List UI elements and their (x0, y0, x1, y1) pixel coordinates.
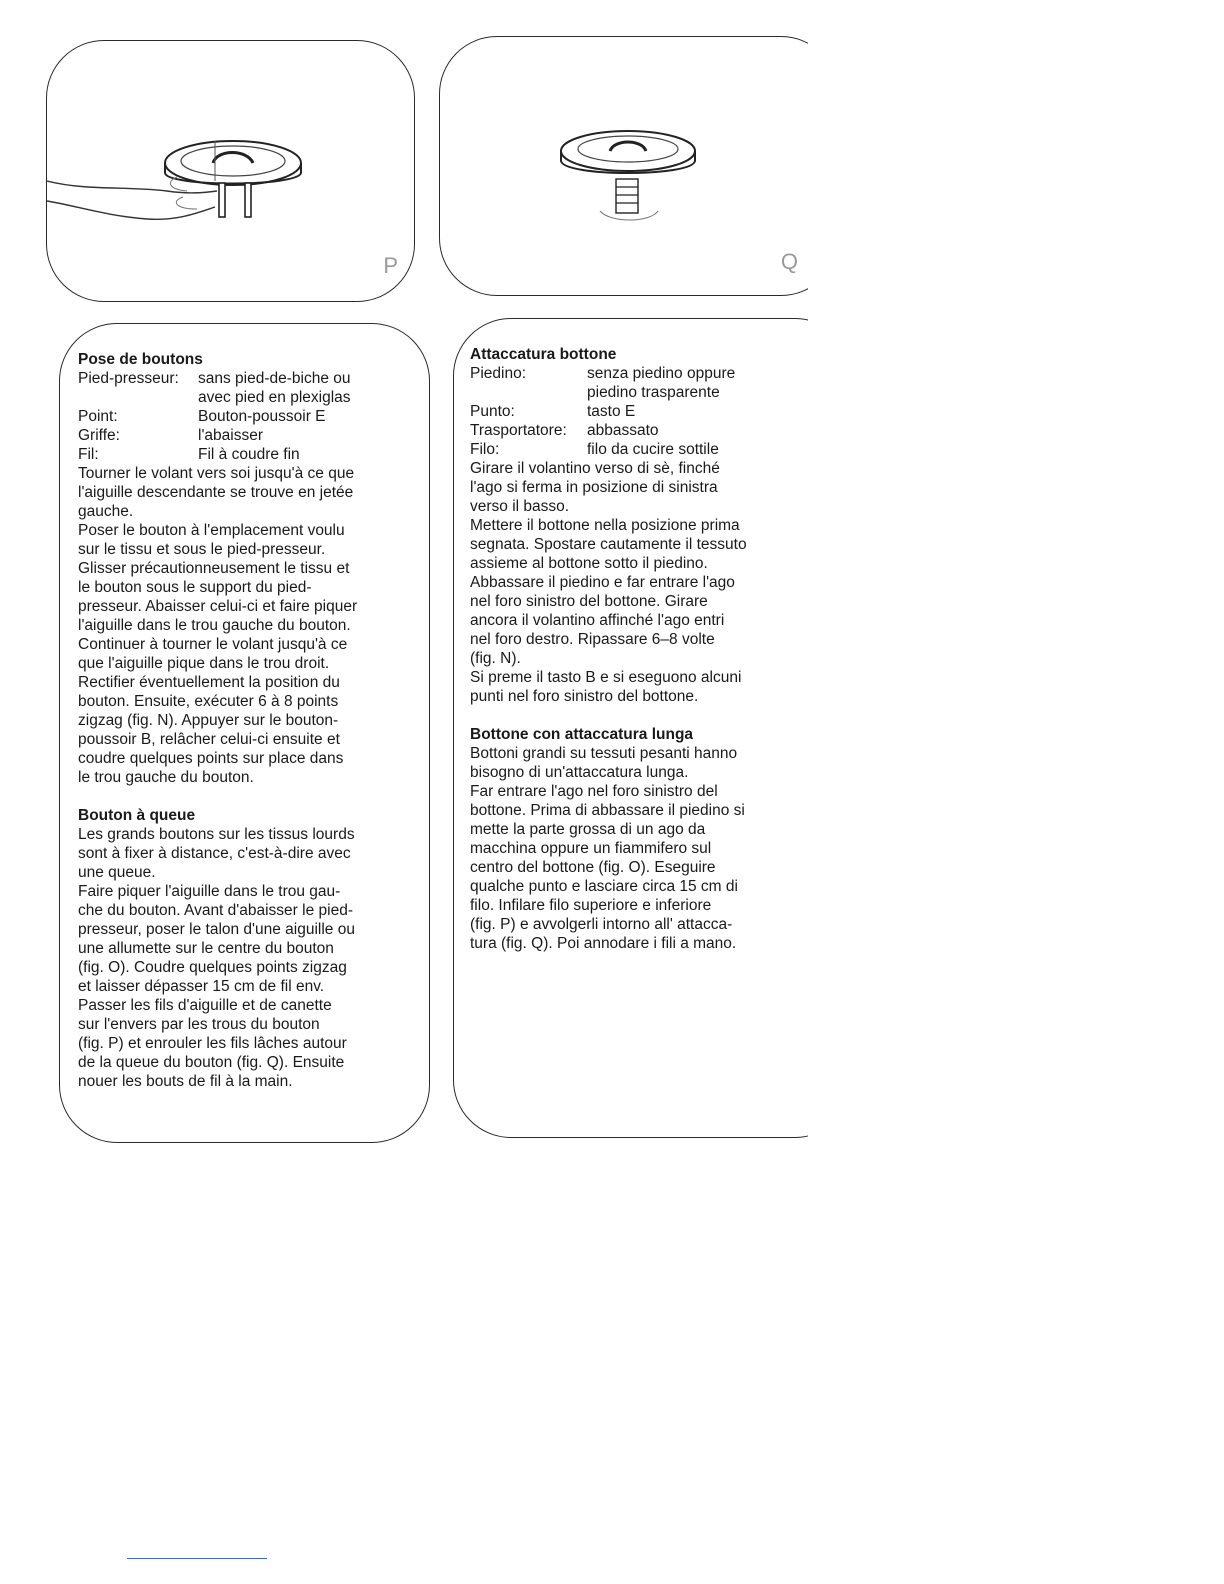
spec-list-fr (78, 369, 418, 464)
spec-value (198, 426, 418, 445)
spec-row (78, 426, 418, 445)
button-sewing-illustration-p (47, 41, 416, 303)
text-line: zigzag (fig. N). Appuyer sur le bouton- (78, 712, 339, 729)
french-instructions (78, 350, 418, 1091)
text-line: che du bouton. Avant d'abaisser le pied- (78, 902, 353, 919)
spec-value (198, 445, 418, 464)
spec-value-line: Bouton-poussoir E (198, 408, 326, 425)
spec-label: Pied-presseur: (78, 370, 179, 387)
text-line: tura (fig. Q). Poi annodare i fili a mano. (470, 935, 737, 952)
spec-value-line: Fil à coudre fin (198, 446, 300, 463)
text-line: Tourner le volant vers soi jusqu'à ce que (78, 465, 355, 482)
italian-instructions (470, 345, 800, 953)
text-line: macchina oppure un fiammifero sul (470, 840, 712, 857)
text-line: Glisser précautionneusement le tissu et (78, 560, 350, 577)
text-line: sur l'envers par les trous du bouton (78, 1016, 320, 1033)
text-line: Far entrare l'ago nel foro sinistro del (470, 783, 718, 800)
spec-value-line: abbassato (587, 422, 659, 439)
page-crop-mask (808, 0, 1224, 1584)
spec-value (587, 364, 800, 402)
spec-label: Filo: (470, 441, 500, 458)
text-line: Les grands boutons sur les tissus lourds (78, 826, 355, 843)
text-line: Mettere il bottone nella posizione prima (470, 517, 740, 534)
text-line: mette la parte grossa di un ago da (470, 821, 706, 838)
text-line: et laisser dépasser 15 cm de fil env. (78, 978, 325, 995)
text-line: le bouton sous le support du pied- (78, 579, 312, 596)
text-line: punti nel foro sinistro del bottone. (470, 688, 699, 705)
footer-rule (127, 1558, 267, 1559)
text-line: l'aiguille descendante se trouve en jetée (78, 484, 354, 501)
text-line: nel foro sinistro del bottone. Girare (470, 593, 708, 610)
text-line: bouton. Ensuite, exécuter 6 à 8 points (78, 693, 339, 710)
text-line: Faire piquer l'aiguille dans le trou gau- (78, 883, 341, 900)
text-line: coudre quelques points sur place dans (78, 750, 344, 767)
spec-row (78, 369, 418, 407)
text-line: que l'aiguille pique dans le trou droit. (78, 655, 330, 672)
text-line: gauche. (78, 503, 134, 520)
text-line: centro del bottone (fig. O). Eseguire (470, 859, 716, 876)
text-line: Rectifier éventuellement la position du (78, 674, 340, 691)
text-line: Continuer à tourner le volant jusqu'à ce (78, 636, 348, 653)
figure-letter-q: Q (780, 249, 798, 274)
text-line: l'ago si ferma in posizione di sinistra (470, 479, 718, 496)
text-line: ancora il volantino affinché l'ago entri (470, 612, 725, 629)
spec-value-line: piedino trasparente (587, 384, 720, 401)
text-line: poussoir B, relâcher celui-ci ensuite et (78, 731, 340, 748)
figure-p-panel (46, 40, 415, 302)
spec-row (470, 364, 800, 402)
spec-label: Piedino: (470, 365, 527, 382)
text-line: bottone. Prima di abbassare il piedino si (470, 802, 745, 819)
figure-q-panel (439, 36, 839, 296)
text-line: une queue. (78, 864, 156, 881)
figure-letter-p: P (383, 253, 398, 278)
text-line: Bottoni grandi su tessuti pesanti hanno (470, 745, 738, 762)
spec-label: Fil: (78, 446, 99, 463)
spec-label: Punto: (470, 403, 515, 420)
spec-label: Trasportatore: (470, 422, 567, 439)
text-line: une allumette sur le centre du bouton (78, 940, 334, 957)
text-line: (fig. P) et enrouler les fils lâches autour (78, 1035, 347, 1052)
spec-row (78, 407, 418, 426)
spec-value (198, 407, 418, 426)
text-line: (fig. O). Coudre quelques points zigzag (78, 959, 347, 976)
spec-value (587, 440, 800, 459)
spec-value-line: senza piedino oppure (587, 365, 736, 382)
text-line: Si preme il tasto B e si eseguono alcuni (470, 669, 742, 686)
text-line: filo. Infilare filo superiore e inferiore (470, 897, 712, 914)
heading-pose-de-boutons: Pose de boutons (78, 351, 203, 368)
text-line: de la queue du bouton (fig. Q). Ensuite (78, 1054, 345, 1071)
text-line: verso il basso. (470, 498, 570, 515)
spec-value (587, 402, 800, 421)
text-line: nel foro destro. Ripassare 6–8 volte (470, 631, 715, 648)
text-line: (fig. N). (470, 650, 521, 667)
paragraph-fr-2 (78, 825, 418, 1091)
text-line: sur le tissu et sous le pied-presseur. (78, 541, 326, 558)
text-line: Poser le bouton à l'emplacement voulu (78, 522, 345, 539)
text-line: assieme al bottone sotto il piedino. (470, 555, 708, 572)
heading-attaccatura-bottone: Attaccatura bottone (470, 346, 617, 363)
spec-value-line: sans pied-de-biche ou (198, 370, 351, 387)
heading-bouton-a-queue: Bouton à queue (78, 807, 196, 824)
paragraph-it-1 (470, 459, 800, 706)
text-line: nouer les bouts de fil à la main. (78, 1073, 293, 1090)
heading-bottone-attaccatura-lunga: Bottone con attaccatura lunga (470, 726, 694, 743)
text-line: Passer les fils d'aiguille et de canette (78, 997, 332, 1014)
spec-label: Griffe: (78, 427, 120, 444)
spec-list-it (470, 364, 800, 459)
text-line: sont à fixer à distance, c'est-à-dire avec (78, 845, 351, 862)
text-line: Girare il volantino verso di sè, finché (470, 460, 720, 477)
text-line: qualche punto e lasciare circa 15 cm di (470, 878, 738, 895)
text-line: (fig. P) e avvolgerli intorno all' attacca- (470, 916, 733, 933)
spec-row (78, 445, 418, 464)
paragraph-fr-1 (78, 464, 418, 787)
spec-row (470, 440, 800, 459)
spec-value-line: avec pied en plexiglas (198, 389, 351, 406)
spec-value (587, 421, 800, 440)
spec-value-line: filo da cucire sottile (587, 441, 719, 458)
text-line: segnata. Spostare cautamente il tessuto (470, 536, 747, 553)
paragraph-it-2 (470, 744, 800, 953)
spec-value-line: tasto E (587, 403, 636, 420)
text-line: bisogno di un'attaccatura lunga. (470, 764, 689, 781)
text-line: presseur. Abaisser celui-ci et faire piquer (78, 598, 358, 615)
text-line: presseur, poser le talon d'une aiguille ou (78, 921, 355, 938)
spec-value (198, 369, 418, 407)
spec-value-line: l'abaisser (198, 427, 263, 444)
text-line: Abbassare il piedino e far entrare l'ago (470, 574, 735, 591)
spec-row (470, 421, 800, 440)
text-line: le trou gauche du bouton. (78, 769, 254, 786)
text-line: l'aiguille dans le trou gauche du bouton. (78, 617, 351, 634)
spec-label: Point: (78, 408, 118, 425)
spec-row (470, 402, 800, 421)
